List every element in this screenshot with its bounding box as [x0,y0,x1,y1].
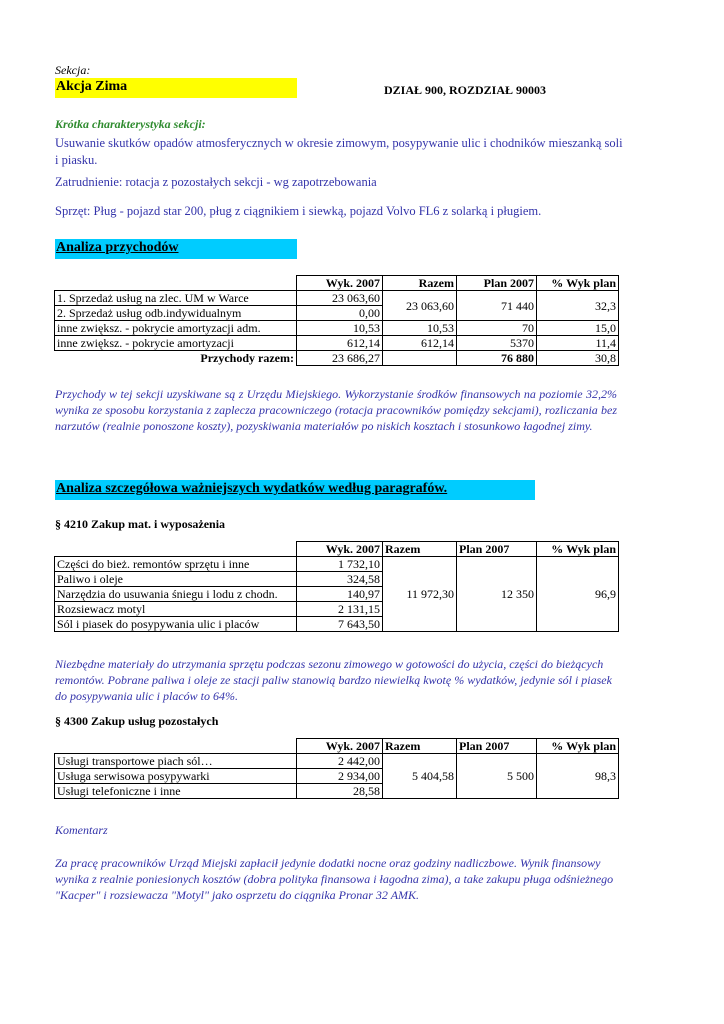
total-plan: 76 880 [457,351,537,366]
col-header-razem: Razem [383,276,457,291]
col-header-razem: Razem [383,542,457,557]
row-wyk: 28,58 [297,784,383,799]
row-plan: 70 [457,321,537,336]
row-label: inne zwiększ. - pokrycie amortyzacji adm. [55,321,297,336]
revenue-table [54,275,619,366]
row-pct: 15,0 [537,321,619,336]
row-wyk: 2 131,15 [297,602,383,617]
total-label: Przychody razem: [55,351,297,366]
row-wyk: 2 934,00 [297,769,383,784]
col-header-pct: % Wyk plan [537,542,619,557]
section-label: Sekcja: [55,63,91,77]
row-label: 2. Sprzedaż usług odb.indywidualnym [55,306,297,321]
table-header-row [55,739,619,754]
row-razem: 10,53 [383,321,457,336]
section-name: Akcja Zima [56,79,128,94]
table-row [55,336,619,351]
row-label: Usługa serwisowa posypywarki [55,769,297,784]
revenue-heading: Analiza przychodów [56,240,179,255]
total-razem-empty [383,351,457,366]
row-label: Narzędzia do usuwania śniegu i lodu z chodn. [55,587,297,602]
col-header-wyk: Wyk. 2007 [297,276,383,291]
merged-razem: 11 972,30 [383,557,457,632]
table-row [55,754,619,769]
col-header-plan: Plan 2007 [457,276,537,291]
total-pct: 30,8 [537,351,619,366]
row-label: Usługi telefoniczne i inne [55,784,297,799]
table-row [55,321,619,336]
p4210-title: § 4210 Zakup mat. i wyposażenia [55,517,226,531]
employment-text: Zatrudnienie: rotacja z pozostałych sekcji - wg zapotrzebowania [55,175,377,189]
row-wyk: 0,00 [297,306,383,321]
commentary-title: Komentarz [55,823,108,837]
merged-plan: 71 440 [457,291,537,321]
row-wyk: 2 442,00 [297,754,383,769]
row-label: Usługi transportowe piach sól… [55,754,297,769]
merged-razem: 5 404,58 [383,754,457,799]
row-wyk: 140,97 [297,587,383,602]
table-header-row [55,542,619,557]
revenue-comment: Przychody w tej sekcji uzyskiwane są z Urzędu Miejskiego. Wykorzystanie środków finansowych na poziomie 32,2% wynika ze sposobu korzystania z zaplecza pracowniczego (rotacja pracowników pomiędzy sekcjami), rozliczania bez narzutów (realnie ponoszone koszty), pozyskiwania materiałów po niskich kosztach i stosunkowo łagodnej zimy. [55,387,617,433]
p4210-comment: Niezbędne materiały do utrzymania sprzętu podczas sezonu zimowego w gotowości do użycia, części do bieżących remontów. Pobrane paliwa i oleje ze stacji paliw stanowią bardzo niewielką kwotę % wydatków, jedynie sól i piasek do posypywania ulic i placów to 64%. [55,657,612,703]
row-pct: 11,4 [537,336,619,351]
revenue-heading-box [55,239,297,259]
row-label: inne zwiększ. - pokrycie amortyzacji [55,336,297,351]
row-wyk: 7 643,50 [297,617,383,632]
table-row [55,557,619,572]
row-label: Rozsiewacz motyl [55,602,297,617]
merged-pct: 32,3 [537,291,619,321]
expenses-heading: Analiza szczegółowa ważniejszych wydatków według paragrafów. [56,481,448,496]
row-wyk: 23 063,60 [297,291,383,306]
row-razem: 612,14 [383,336,457,351]
col-header-wyk: Wyk. 2007 [297,739,383,754]
col-header-wyk: Wyk. 2007 [297,542,383,557]
total-row [55,351,619,366]
merged-pct: 98,3 [537,754,619,799]
col-header-pct: % Wyk plan [537,739,619,754]
merged-plan: 5 500 [457,754,537,799]
row-wyk: 324,58 [297,572,383,587]
table-header-row [55,276,619,291]
p4300-title: § 4300 Zakup usług pozostałych [55,714,219,728]
equipment-text: Sprzęt: Pług - pojazd star 200, pług z ciągnikiem i siewką, pojazd Volvo FL6 z solarką i pługiem. [55,204,542,218]
row-wyk: 10,53 [297,321,383,336]
col-header-plan: Plan 2007 [457,739,537,754]
merged-razem: 23 063,60 [383,291,457,321]
row-label: Sól i piasek do posypywania ulic i placów [55,617,297,632]
total-wyk: 23 686,27 [297,351,383,366]
col-header-plan: Plan 2007 [457,542,537,557]
row-label: 1. Sprzedaż usług na zlec. UM w Warce [55,291,297,306]
characteristics-title: Krótka charakterystyka sekcji: [55,117,206,131]
p4300-table [54,738,619,799]
col-header-pct: % Wyk plan [537,276,619,291]
commentary-text: Za pracę pracowników Urząd Miejski zapłacił jedynie dodatki nocne oraz godziny nadliczbowe. Wynik finansowy wynika z realnie poniesionych kosztów (dobra polityka finansowa i łagodna zima), a take zakupu pługa odśnieżnego "Kacper" i rozsiewacza "Motyl" jako osprzetu do ciągnika Pronar 32 AMK. [55,856,614,902]
row-plan: 5370 [457,336,537,351]
merged-pct: 96,9 [537,557,619,632]
col-header-razem: Razem [383,739,457,754]
row-label: Paliwo i oleje [55,572,297,587]
section-description: Usuwanie skutków opadów atmosferycznych w okresie zimowym, posypywanie ulic i chodników mieszanką soli i piasku. [55,136,623,167]
section-name-box [55,78,297,98]
merged-plan: 12 350 [457,557,537,632]
p4210-table [54,541,619,632]
row-wyk: 612,14 [297,336,383,351]
row-wyk: 1 732,10 [297,557,383,572]
division-label: DZIAŁ 900, ROZDZIAŁ 90003 [384,83,547,97]
row-label: Części do bież. remontów sprzętu i inne [55,557,297,572]
expenses-heading-box [55,480,535,500]
table-row [55,291,619,306]
